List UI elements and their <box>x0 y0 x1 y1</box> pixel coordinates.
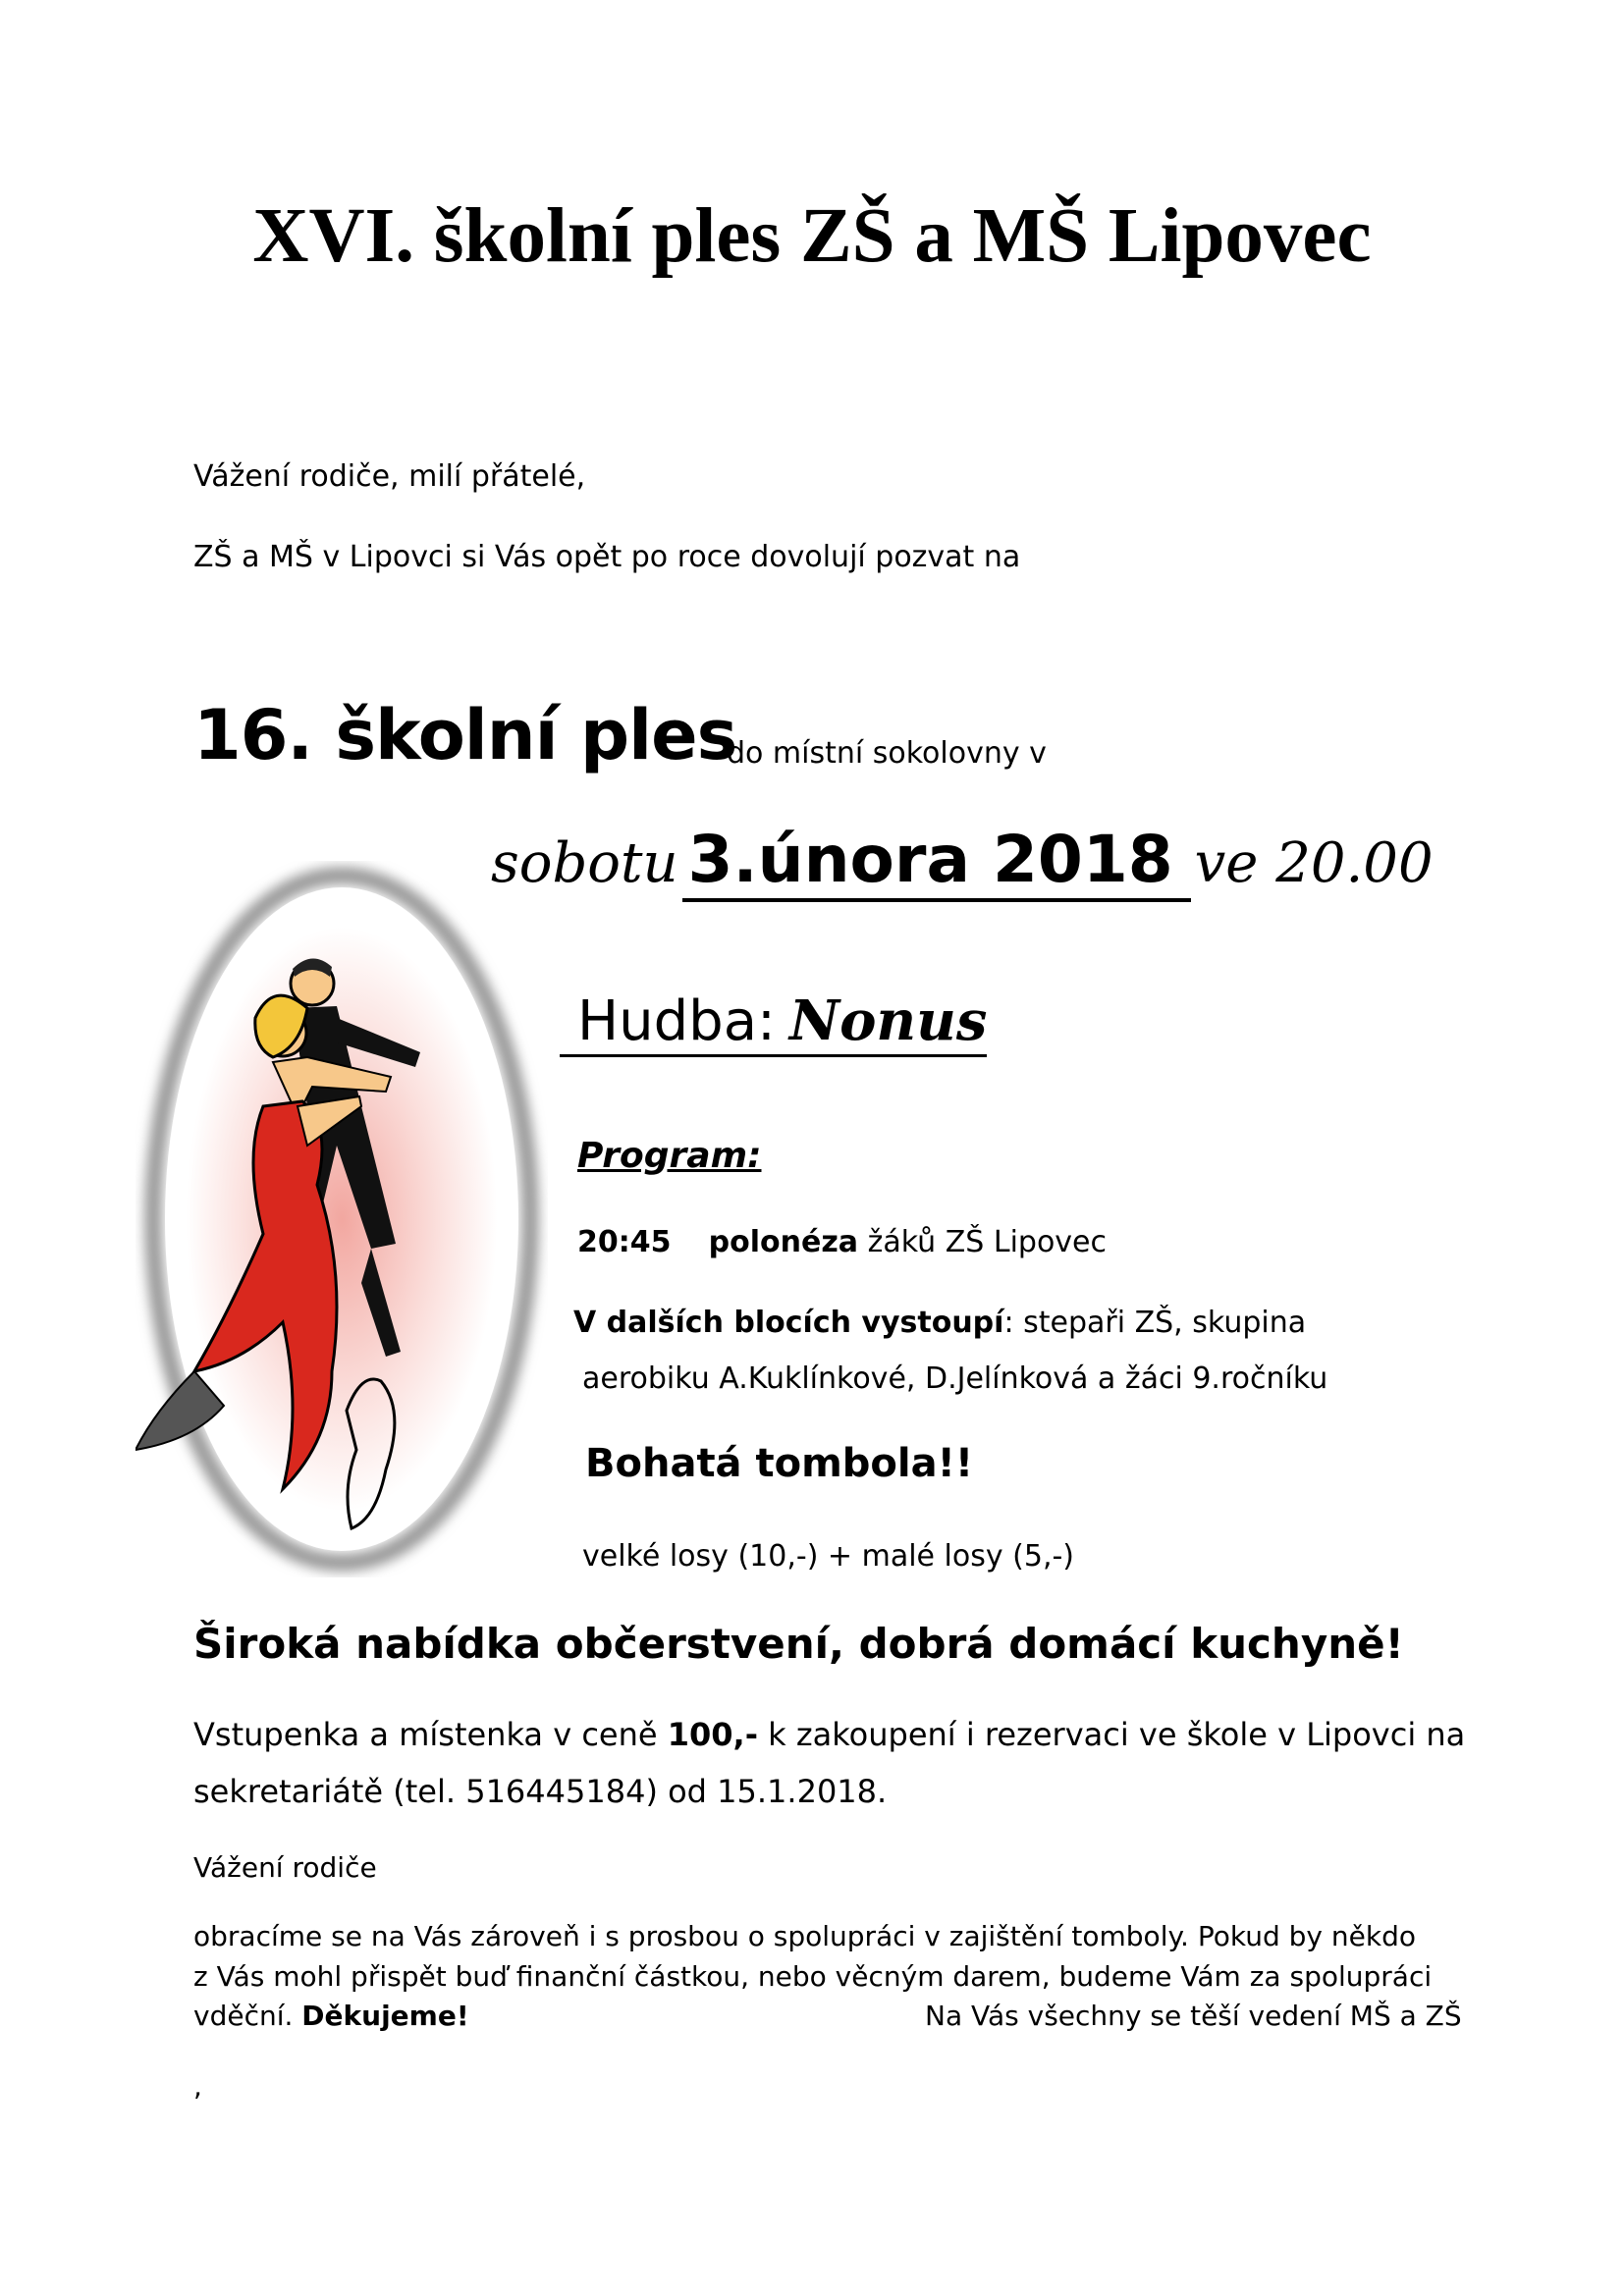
music-label: Hudba: <box>577 989 776 1053</box>
tombola-heading: Bohatá tombola!! <box>585 1441 974 1486</box>
date-prefix: sobotu <box>491 831 678 895</box>
event-time: ve 20.00 <box>1194 831 1434 895</box>
refreshments-offer: Široká nabídka občerstvení, dobrá domácí kuchyně! <box>193 1620 1404 1668</box>
program-performances-line2: aerobiku A.Kuklínkové, D.Jelínková a žáci 9.ročníku <box>582 1362 1328 1396</box>
band-name: Nonus <box>788 988 988 1053</box>
program-performances-detail: : stepaři ZŠ, skupina <box>1003 1306 1307 1340</box>
music-line <box>560 988 988 1057</box>
tickets-line2: sekretariátě (tel. 516445184) od 15.1.2018. <box>193 1773 888 1810</box>
tickets-where: k zakoupení i rezervaci ve škole v Lipovci na <box>768 1716 1466 1753</box>
stray-comma: , <box>193 2070 202 2103</box>
appeal-grateful: vděční. <box>193 2000 294 2032</box>
program-time: 20:45 <box>577 1225 672 1259</box>
event-date: 3.února 2018 <box>682 825 1191 902</box>
tickets-intro: Vstupenka a místenka v ceně <box>193 1716 658 1753</box>
invitation-line: ZŠ a MŠ v Lipovci si Vás opět po roce dovolují pozvat na <box>193 540 1021 574</box>
event-headline: 16. školní ples <box>193 695 737 775</box>
program-performances-label: V dalších blocích vystoupí <box>573 1306 1004 1340</box>
event-date-line <box>491 822 1434 902</box>
greeting: Vážení rodiče, milí přátelé, <box>193 459 586 494</box>
tombola-tickets: velké losy (10,-) + malé losy (5,-) <box>582 1539 1075 1574</box>
appeal-line3 <box>193 1999 469 2033</box>
ticket-price: 100,- <box>667 1716 758 1753</box>
signature: Na Vás všechny se těší vedení MŠ a ZŠ <box>925 2000 1462 2032</box>
event-headline-suffix: do místní sokolovny v <box>727 736 1047 771</box>
program-heading: Program: <box>577 1136 762 1176</box>
page-title: XVI. školní ples ZŠ a MŠ Lipovec <box>252 193 1372 279</box>
appeal-line2: z Vás mohl přispět buď finanční částkou, nebo věcným darem, budeme Vám za spolupráci <box>193 1960 1433 1993</box>
program-polonaise-label: polonéza <box>708 1225 859 1259</box>
program-polonaise-detail: žáků ZŠ Lipovec <box>867 1225 1108 1259</box>
program-item-performances <box>573 1306 1306 1341</box>
tickets-line1 <box>193 1716 1465 1753</box>
dancing-couple-illustration <box>135 861 548 1577</box>
appeal-line1: obracíme se na Vás zároveň i s prosbou o spolupráci v zajištění tomboly. Pokud by někdo <box>193 1920 1416 1952</box>
appeal-thanks: Děkujeme! <box>301 2000 469 2032</box>
appeal-salutation: Vážení rodiče <box>193 1851 377 1884</box>
program-item-polonaise <box>577 1225 1107 1260</box>
